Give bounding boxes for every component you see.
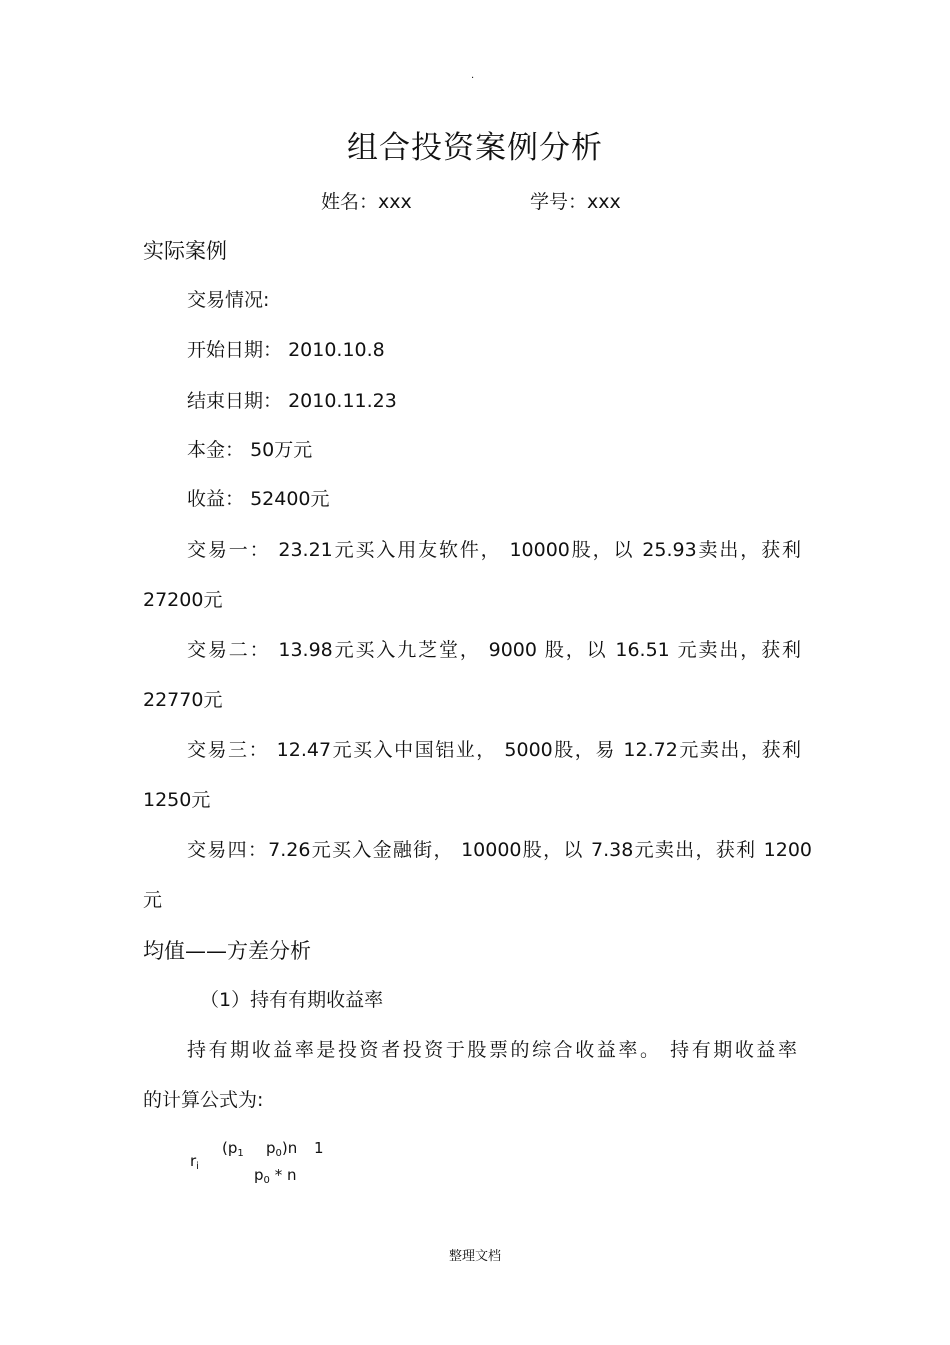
start-date-value: 2010.10.8 bbox=[288, 339, 385, 361]
paragraph-line1: 持有期收益率是投资者投资于股票的综合收益率。 持有期收益率 bbox=[187, 1039, 797, 1061]
income-label: 收益： bbox=[187, 488, 245, 510]
page-footer: 整理文档 bbox=[448, 1249, 501, 1264]
id-label: 学号： bbox=[530, 191, 588, 213]
student-id bbox=[530, 188, 621, 216]
name-label: 姓名： bbox=[321, 191, 379, 213]
principal bbox=[187, 436, 312, 464]
formula-denominator: $p_0$ * n bbox=[254, 1166, 297, 1186]
trade-3-line1: 交易三： 12.47元买入中国铝业， 5000股，易 12.72元卖出，获利 bbox=[187, 739, 801, 761]
subheading-holding-return: （1）持有有期收益率 bbox=[200, 989, 384, 1011]
trade-status-label: 交易情况: bbox=[187, 289, 270, 311]
formula-lhs: $r_i$ bbox=[190, 1152, 199, 1172]
trade-4-line2: 元 bbox=[143, 889, 163, 911]
start-date bbox=[187, 336, 385, 364]
holding-return-formula bbox=[188, 1132, 348, 1192]
trade-4-line1: 交易四：7.26元买入金融街， 10000股，以 7.38元卖出，获利 1200 bbox=[187, 839, 812, 861]
trade-2-line1: 交易二： 13.98元买入九芝堂， 9000 股，以 16.51 元卖出，获利 bbox=[187, 639, 801, 661]
principal-label: 本金： bbox=[187, 439, 245, 461]
trade-1-line1: 交易一： 23.21元买入用友软件， 10000股，以 25.93卖出，获利 bbox=[187, 539, 801, 561]
id-value: xxx bbox=[587, 191, 621, 213]
formula-numerator-open: ($p_1$ bbox=[222, 1139, 244, 1159]
end-date-label: 结束日期： bbox=[187, 390, 283, 412]
principal-value: 50万元 bbox=[250, 439, 313, 461]
trade-3-line2: 1250元 bbox=[143, 789, 211, 811]
end-date bbox=[187, 387, 397, 415]
income bbox=[187, 485, 330, 513]
formula-numerator-p0: $p_0)n$ bbox=[266, 1139, 298, 1159]
top-mark: . bbox=[471, 70, 475, 81]
student-name bbox=[321, 188, 412, 216]
section-heading-analysis: 均值——方差分析 bbox=[143, 939, 311, 963]
section-heading-case: 实际案例 bbox=[143, 239, 227, 263]
trade-1-line2: 27200元 bbox=[143, 589, 223, 611]
income-value: 52400元 bbox=[250, 488, 330, 510]
start-date-label: 开始日期： bbox=[187, 339, 283, 361]
formula-numerator-one: 1 bbox=[314, 1139, 324, 1157]
paragraph-line2: 的计算公式为: bbox=[143, 1089, 264, 1111]
end-date-value: 2010.11.23 bbox=[288, 390, 397, 412]
document-title: 组合投资案例分析 bbox=[347, 130, 603, 166]
trade-2-line2: 22770元 bbox=[143, 689, 223, 711]
name-value: xxx bbox=[378, 191, 412, 213]
